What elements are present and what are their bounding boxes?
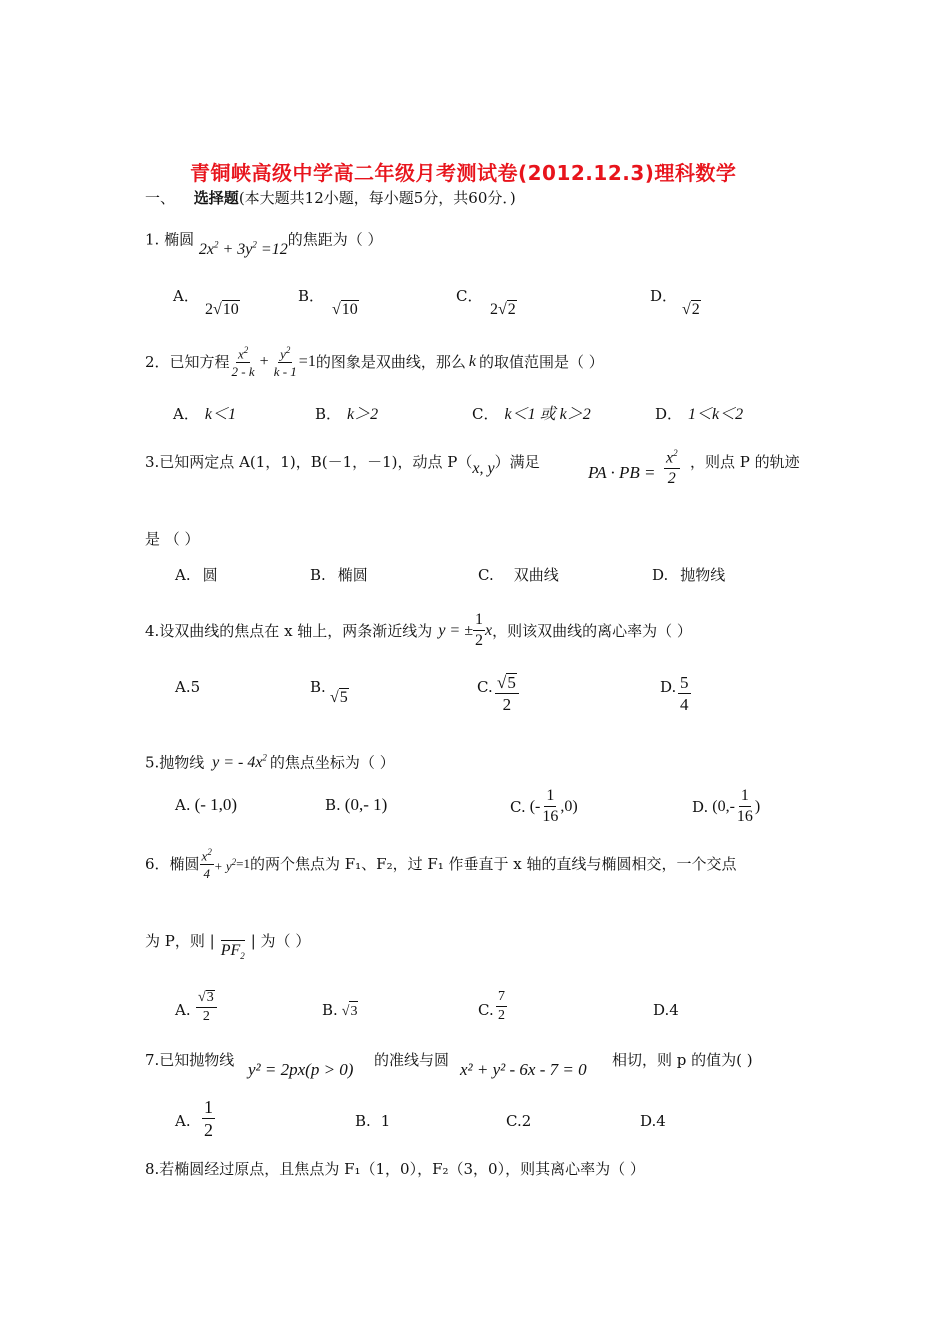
- q3-pa-pb: PA · PB =: [588, 463, 656, 482]
- section-number: 一、: [145, 189, 176, 207]
- q6-option-a-value: √ 3 2: [196, 990, 217, 1024]
- q1-prefix: 1. 椭圆: [145, 230, 195, 249]
- q4-option-b-value: √ 5: [330, 689, 348, 706]
- q2-fraction-2: $\frac{y^2}{k - 1}$: [273, 345, 297, 380]
- q4-option-b: B.: [310, 678, 326, 696]
- q3-fraction: $\frac{x^2}{2}$: [666, 448, 678, 488]
- q4-option-c: C.: [477, 678, 493, 696]
- q6-equals: =1: [236, 856, 250, 872]
- q6-option-a: A.: [175, 1001, 191, 1019]
- q1-option-c: C．: [456, 287, 483, 305]
- question-1: [145, 225, 383, 259]
- q2-variable-k: k: [468, 353, 476, 371]
- q6-option-c-value: $\frac{7}{2}$: [498, 989, 505, 1023]
- question-3-line-2: 是 （ ）: [145, 530, 200, 548]
- q6-plus-y: + $y^2$: [213, 857, 237, 874]
- q1-option-c-value: 2 √ 2: [490, 301, 516, 318]
- q1-option-a: A．: [173, 287, 199, 305]
- q4-x: x: [485, 621, 493, 639]
- q6-line2-a: 为 P，则 |: [145, 932, 215, 951]
- q5-prefix: 5.抛物线: [145, 753, 205, 772]
- q1-option-d-value: √ 2: [682, 301, 700, 318]
- question-7-prefix: 7.已知抛物线: [145, 1051, 235, 1069]
- q1-suffix: 的焦距为（ ）: [287, 230, 383, 249]
- q2-plus: +: [259, 353, 269, 371]
- q4-prefix: 4.设双曲线的焦点在 x 轴上，两条渐近线为: [145, 621, 433, 640]
- q6-option-b: B. √ 3: [322, 1000, 358, 1022]
- q7-option-a: A.: [175, 1112, 191, 1130]
- q7-mid: 的准线与圆: [374, 1051, 450, 1069]
- q7-parabola: y² = 2px(p > 0): [248, 1060, 354, 1079]
- q2-equals: =1: [298, 353, 316, 371]
- q7-option-a-value: $\frac{1}{2}$: [204, 1097, 213, 1140]
- q6-option-d: D.4: [653, 1001, 679, 1019]
- q3-option-d: D. 抛物线: [652, 566, 726, 584]
- q7-option-c: C.2: [506, 1112, 532, 1130]
- q1-option-d: D．: [650, 287, 678, 305]
- section-name: 选择题: [193, 189, 239, 207]
- q3-prefix: 3.已知两定点 A(1，1)，B(－1，－1)，动点 P（: [145, 453, 473, 471]
- q3-mid: ）满足: [494, 453, 540, 471]
- q4-fraction: $\frac{1}{2}$: [475, 611, 483, 649]
- q5-option-c: C. (- $\frac{1}{16}$ ,0): [510, 787, 578, 825]
- question-3-line-1: [145, 452, 540, 477]
- q6-line2-b: | 为（ ）: [250, 932, 311, 951]
- q6-vector-pf2: $PF_2$: [221, 940, 245, 966]
- q4-option-a: A.5: [175, 678, 201, 696]
- section-note: (本大题共12小题，每小题5分，共60分．): [238, 189, 516, 207]
- q2-suffix-a: 的图象是双曲线，那么: [315, 353, 466, 372]
- question-6-line-2: [145, 928, 311, 962]
- q6-option-c: C.: [478, 1001, 494, 1019]
- q7-option-d: D.4: [640, 1112, 666, 1130]
- q1-option-b: B．: [298, 287, 325, 305]
- q1-equation: $2x^2 + 3y^2 =12$: [198, 240, 288, 259]
- question-8: 8.若椭圆经过原点，且焦点为 F₁（1，0），F₂（3，0），则其离心率为（ ）: [145, 1160, 645, 1178]
- q1-option-a-value: 2 √ 10: [205, 301, 239, 318]
- q3-option-c: C. 双曲线: [478, 566, 559, 584]
- q2-option-d: D． 1＜k＜2: [655, 405, 744, 423]
- q2-option-c: C． k＜1 或 k＞2: [472, 405, 591, 423]
- q1-option-b-value: √ 10: [332, 301, 358, 318]
- question-5: [145, 748, 395, 773]
- q5-equation: y = - $4x^2$: [212, 753, 267, 772]
- q3-option-b: B. 椭圆: [310, 566, 368, 584]
- question-2: [145, 346, 604, 378]
- q4-option-d-value: $\frac{5}{4}$: [680, 673, 689, 714]
- q5-option-a: A. (- 1,0): [175, 795, 238, 814]
- question-4: [145, 612, 692, 649]
- section-heading: [145, 188, 516, 208]
- exam-title: 青铜峡高级中学高二年级月考测试卷(2012.12.3)理科数学: [190, 161, 737, 185]
- q2-fraction-1: $\frac{x^2}{2 - k}$: [231, 345, 255, 380]
- q6-prefix: 6．椭圆: [145, 855, 200, 874]
- q2-suffix-b: 的取值范围是（ ）: [478, 353, 604, 372]
- q6-fraction: $\frac{x^2}{4}$: [201, 847, 212, 882]
- q5-option-b: B. (0,- 1): [325, 795, 388, 814]
- q2-option-b: B． k＞2: [315, 405, 379, 423]
- q4-option-d: D.: [660, 678, 677, 696]
- q5-suffix: 的焦点坐标为（ ）: [269, 753, 395, 772]
- q2-option-a: A． k＜1: [173, 405, 236, 423]
- q7-option-b: B. 1: [355, 1112, 391, 1130]
- q2-prefix: 2．已知方程: [145, 353, 230, 372]
- q4-option-c-value: √ 5 2: [495, 673, 519, 713]
- question-6-line-1: [145, 848, 737, 880]
- q5-option-d: D. (0,- $\frac{1}{16}$ ): [692, 787, 761, 825]
- q3-xy: x, y: [472, 460, 495, 477]
- q4-suffix: ，则该双曲线的离心率为（ ）: [492, 621, 692, 640]
- q6-suffix: 的两个焦点为 F₁、F₂，过 F₁ 作垂直于 x 轴的直线与椭圆相交，一个交点: [249, 855, 737, 874]
- q4-y-eq: y = ±: [438, 621, 473, 639]
- q3-option-a: A. 圆: [175, 566, 218, 584]
- q7-suffix: 相切，则 p 的值为( ): [612, 1051, 753, 1069]
- q7-circle: x² + y² - 6x - 7 = 0: [460, 1060, 587, 1079]
- q3-suffix: ，则点 P 的轨迹: [690, 453, 800, 471]
